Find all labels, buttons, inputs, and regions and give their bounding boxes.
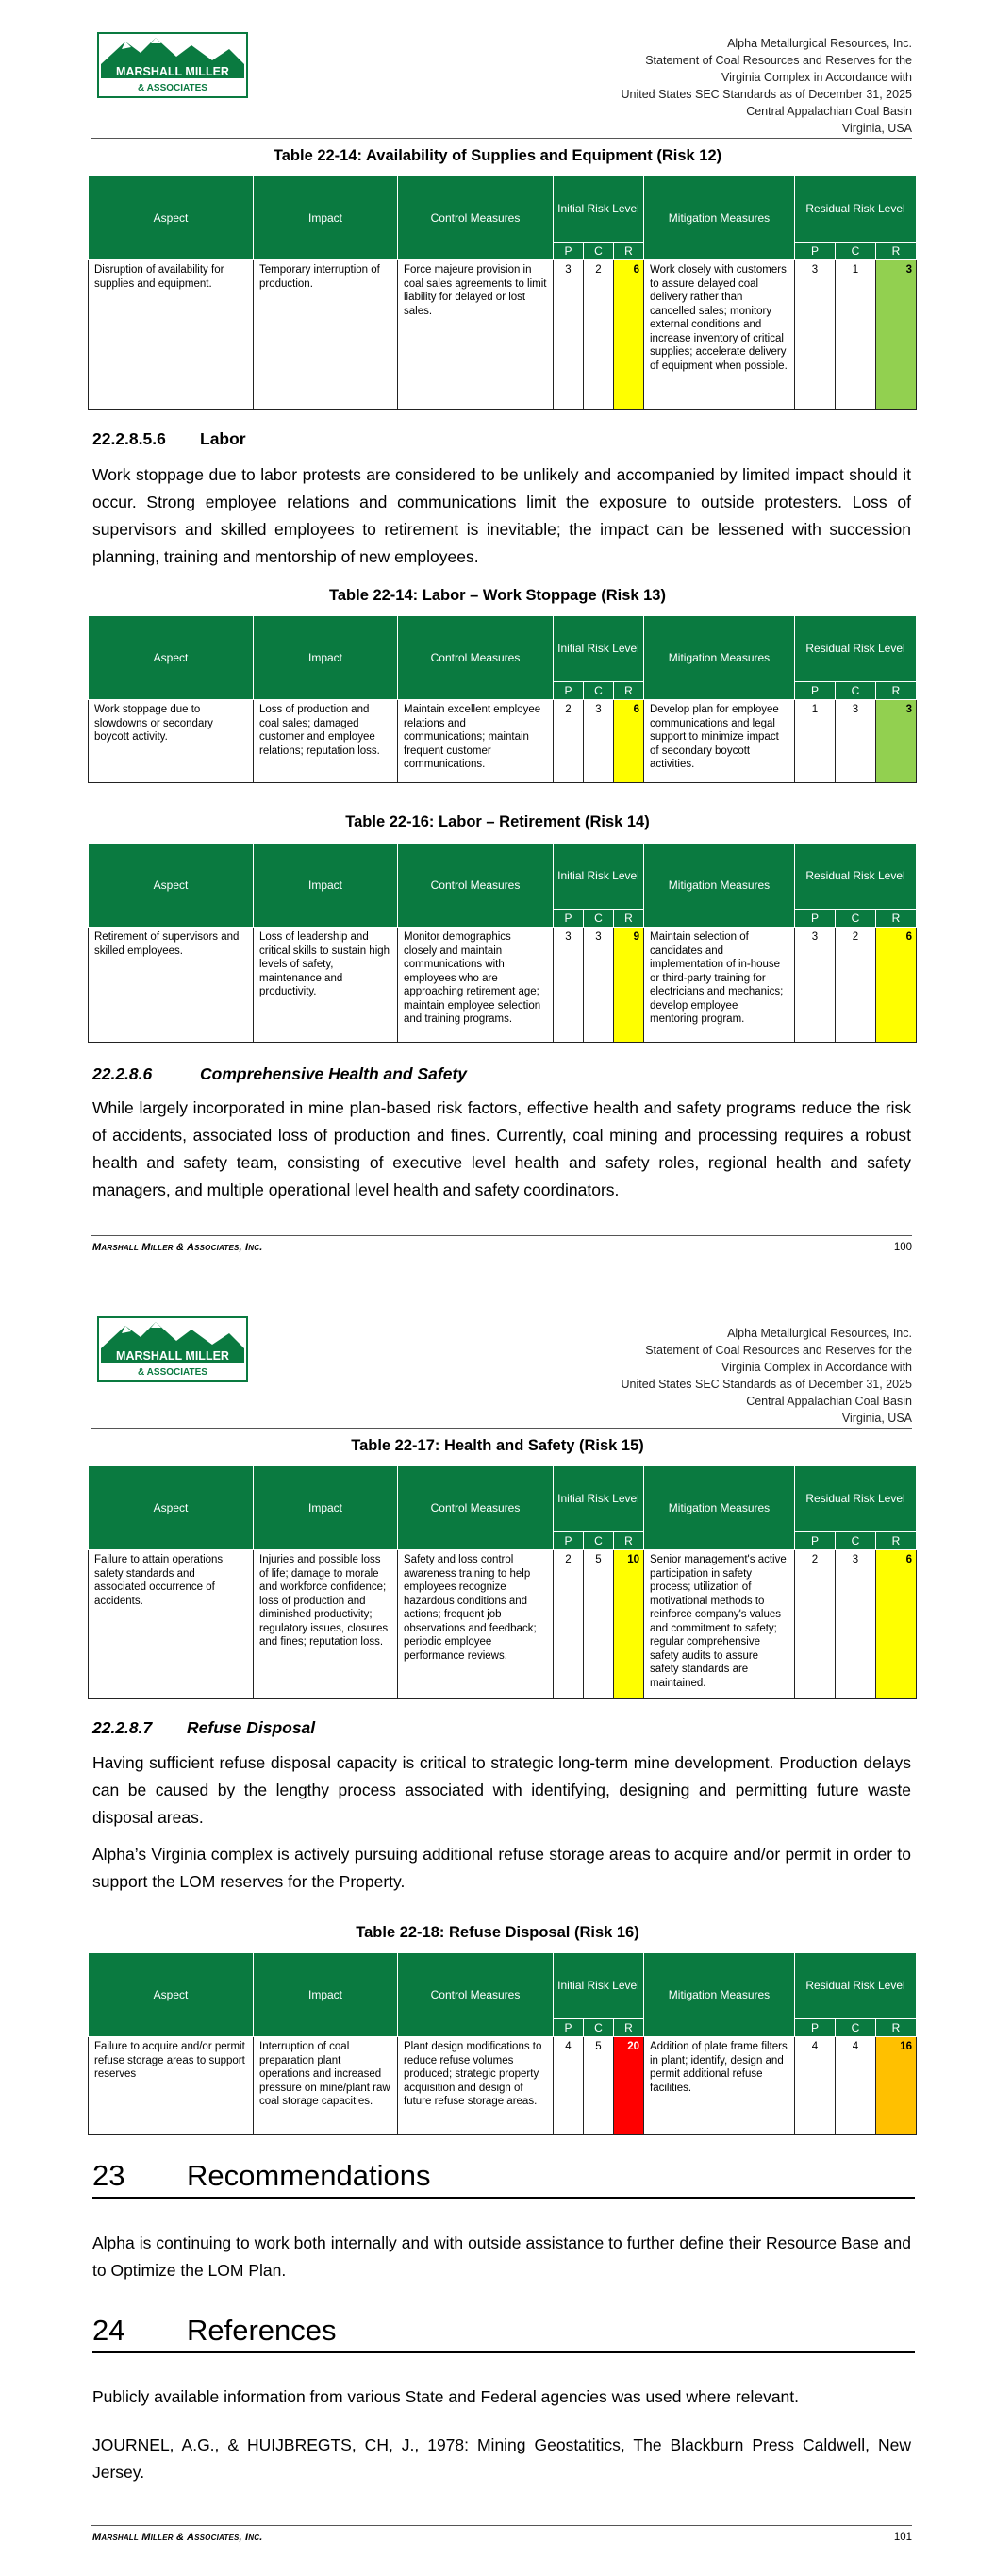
paragraph-refuse-1: Having sufficient refuse disposal capacity is critical to strategic long-term mine development. Production delays can be caused by the lengthy process associated with identifying, designing and permitting future waste disposal areas. [92, 1753, 911, 1827]
col-p: P [554, 910, 584, 928]
col-control: Control Measures [398, 176, 554, 260]
cell-impact: Loss of production and coal sales; damaged customer and employee relations; reputation loss. [254, 700, 398, 783]
table-caption: Table 22-16: Labor – Retirement (Risk 14) [345, 813, 650, 830]
cell-mitigation: Addition of plate frame filters in plant; identify, design and permit additional refuse facilities. [644, 2037, 795, 2135]
header-line-3: Virginia Complex in Accordance with [721, 1361, 912, 1374]
col-control: Control Measures [398, 616, 554, 700]
risk-table-13 [88, 615, 917, 783]
marshall-miller-logo [97, 32, 248, 98]
col-residual-risk: Residual Risk Level [795, 844, 917, 910]
heading-24-references [92, 2314, 915, 2353]
col-aspect: Aspect [89, 1953, 254, 2037]
col-impact: Impact [254, 176, 398, 260]
col-impact: Impact [254, 1953, 398, 2037]
col-r: R [876, 243, 917, 260]
cell-control: Safety and loss control awareness training to help employees recognize hazardous conditions and actions; frequent job observations and feedback; periodic employee performance reviews. [398, 1550, 554, 1699]
header-line-4: United States SEC Standards as of December 31, 2025 [621, 1378, 912, 1391]
cell-control: Monitor demographics closely and maintain communications with employees who are approaching retirement age; maintain employee selection and training programs. [398, 928, 554, 1043]
col-mitigation: Mitigation Measures [644, 1953, 795, 2037]
document-header [621, 35, 912, 137]
paragraph-references: Publicly available information from various State and Federal agencies was used where relevant. [92, 2387, 800, 2406]
cell-residual-r: 16 [876, 2037, 917, 2135]
header-company: Alpha Metallurgical Resources, Inc. [727, 37, 912, 50]
cell-aspect: Retirement of supervisors and skilled employees. [89, 928, 254, 1043]
section-heading-health-safety [92, 1064, 467, 1084]
col-mitigation: Mitigation Measures [644, 844, 795, 928]
table-caption: Table 22-14: Labor – Work Stoppage (Risk 13) [329, 587, 666, 604]
col-c: C [836, 1532, 876, 1550]
risk-table-15 [88, 1465, 917, 1699]
header-rule [91, 138, 912, 139]
col-aspect: Aspect [89, 1466, 254, 1550]
section-title: Labor [200, 429, 246, 448]
page-number: 100 [893, 1242, 912, 1253]
page-number: 101 [893, 2532, 912, 2543]
cell-initial-r: 6 [614, 700, 644, 783]
table-caption: Table 22-17: Health and Safety (Risk 15) [351, 1437, 644, 1454]
cell-initial-p: 3 [554, 260, 584, 410]
col-r: R [876, 682, 917, 700]
cell-mitigation: Maintain selection of candidates and implementation of in-house or third-party training for electricians and mechanics; develop employee mentoring program. [644, 928, 795, 1043]
cell-mitigation: Work closely with customers to assure delayed coal delivery rather than cancelled sales; monitory external conditions and increase inventory of critical supplies; accelerate delivery of equipment when possible. [644, 260, 795, 410]
cell-residual-p: 2 [795, 1550, 836, 1699]
col-residual-risk: Residual Risk Level [795, 616, 917, 682]
col-p: P [795, 243, 836, 260]
svg-text:MARSHALL MILLER: MARSHALL MILLER [116, 1349, 229, 1363]
col-r: R [614, 910, 644, 928]
cell-aspect: Failure to attain operations safety standards and associated occurrence of accidents. [89, 1550, 254, 1699]
header-line-2: Statement of Coal Resources and Reserves for the [645, 1344, 912, 1357]
col-r: R [614, 2019, 644, 2037]
section-number: 22.2.8.7 [92, 1718, 153, 1737]
col-aspect: Aspect [89, 844, 254, 928]
header-line-5: Central Appalachian Coal Basin [746, 105, 912, 118]
col-p: P [554, 2019, 584, 2037]
col-mitigation: Mitigation Measures [644, 1466, 795, 1550]
cell-initial-r: 20 [614, 2037, 644, 2135]
section-number: 22.2.8.6 [92, 1064, 153, 1083]
col-p: P [554, 243, 584, 260]
col-c: C [836, 243, 876, 260]
cell-residual-c: 3 [836, 1550, 876, 1699]
cell-impact: Injuries and possible loss of life; damage to morale and workforce confidence; loss of production and diminished productivity; regulatory issues, closures and fines; reputation loss. [254, 1550, 398, 1699]
cell-residual-p: 3 [795, 260, 836, 410]
paragraph-labor: Work stoppage due to labor protests are considered to be unlikely and accompanied by limited impact should it occur. Strong employee relations and communications limit the exposure to outside protesters. Loss of supervisors and skilled employees to retirement is inevitable; the impact can be lessened with succession planning, training and mentorship of new employees. [92, 465, 911, 566]
cell-residual-p: 1 [795, 700, 836, 783]
svg-text:MARSHALL MILLER: MARSHALL MILLER [116, 65, 229, 78]
table-caption: Table 22-18: Refuse Disposal (Risk 16) [356, 1924, 639, 1941]
col-initial-risk: Initial Risk Level [554, 1466, 644, 1532]
section-heading-refuse-disposal [92, 1718, 315, 1738]
section-title: Refuse Disposal [187, 1718, 316, 1737]
cell-residual-r: 3 [876, 260, 917, 410]
header-line-5: Central Appalachian Coal Basin [746, 1395, 912, 1408]
cell-residual-p: 4 [795, 2037, 836, 2135]
col-r: R [614, 1532, 644, 1550]
col-r: R [876, 2019, 917, 2037]
cell-impact: Interruption of coal preparation plant operations and increased pressure on mine/plant raw coal storage capacities. [254, 2037, 398, 2135]
section-title: Comprehensive Health and Safety [200, 1064, 467, 1083]
paragraph-health-safety: While largely incorporated in mine plan-based risk factors, effective health and safety programs reduce the risk of accidents, associated loss of production and fines. Currently, coal mining and processing requires a robust health and safety team, consisting of executive level health and safety roles, regional health and safety managers, and multiple operational level health and safety coordinators. [92, 1098, 911, 1199]
table-row [89, 2037, 917, 2135]
col-c: C [584, 910, 614, 928]
cell-initial-p: 2 [554, 700, 584, 783]
col-mitigation: Mitigation Measures [644, 616, 795, 700]
footer-rule [91, 1235, 912, 1236]
cell-control: Plant design modifications to reduce refuse volumes produced; strategic property acquisition and design of future refuse storage areas. [398, 2037, 554, 2135]
col-initial-risk: Initial Risk Level [554, 616, 644, 682]
cell-residual-c: 3 [836, 700, 876, 783]
header-line-2: Statement of Coal Resources and Reserves for the [645, 54, 912, 67]
cell-initial-p: 3 [554, 928, 584, 1043]
col-initial-risk: Initial Risk Level [554, 844, 644, 910]
section-heading-labor [92, 429, 246, 449]
cell-initial-p: 4 [554, 2037, 584, 2135]
col-r: R [876, 1532, 917, 1550]
heading-number: 23 [92, 2159, 125, 2192]
cell-impact: Temporary interruption of production. [254, 260, 398, 410]
cell-control: Maintain excellent employee relations and communications; maintain frequent customer communications. [398, 700, 554, 783]
header-line-4: United States SEC Standards as of December 31, 2025 [621, 88, 912, 101]
reference-entry: JOURNEL, A.G., & HUIJBREGTS, CH, J., 1978: Mining Geostatitics, The Blackburn Press Caldwell, New Jersey. [92, 2435, 911, 2482]
cell-residual-r: 6 [876, 1550, 917, 1699]
cell-aspect: Disruption of availability for supplies and equipment. [89, 260, 254, 410]
cell-residual-c: 1 [836, 260, 876, 410]
page-101 [0, 1302, 995, 2576]
col-c: C [584, 1532, 614, 1550]
footer-company: Marshall Miller & Associates, Inc. [92, 2532, 263, 2543]
heading-title: Recommendations [187, 2159, 431, 2192]
col-aspect: Aspect [89, 616, 254, 700]
marshall-miller-logo [97, 1316, 248, 1382]
page-gap [0, 1293, 995, 1302]
col-mitigation: Mitigation Measures [644, 176, 795, 260]
col-residual-risk: Residual Risk Level [795, 176, 917, 243]
col-p: P [795, 1532, 836, 1550]
col-p: P [554, 1532, 584, 1550]
heading-number: 24 [92, 2314, 125, 2347]
cell-initial-r: 10 [614, 1550, 644, 1699]
header-rule [91, 1428, 912, 1429]
cell-aspect: Work stoppage due to slowdowns or secondary boycott activity. [89, 700, 254, 783]
col-c: C [584, 682, 614, 700]
cell-residual-c: 4 [836, 2037, 876, 2135]
col-p: P [554, 682, 584, 700]
table-row [89, 260, 917, 410]
col-c: C [836, 2019, 876, 2037]
col-p: P [795, 2019, 836, 2037]
cell-initial-p: 2 [554, 1550, 584, 1699]
col-c: C [836, 682, 876, 700]
cell-initial-c: 5 [584, 1550, 614, 1699]
col-control: Control Measures [398, 1953, 554, 2037]
col-r: R [614, 243, 644, 260]
cell-aspect: Failure to acquire and/or permit refuse storage areas to support reserves [89, 2037, 254, 2135]
col-residual-risk: Residual Risk Level [795, 1953, 917, 2019]
cell-initial-c: 2 [584, 260, 614, 410]
col-p: P [795, 682, 836, 700]
col-initial-risk: Initial Risk Level [554, 176, 644, 243]
cell-initial-r: 6 [614, 260, 644, 410]
risk-table-12 [88, 176, 917, 410]
col-initial-risk: Initial Risk Level [554, 1953, 644, 2019]
cell-initial-c: 3 [584, 700, 614, 783]
document-header [621, 1325, 912, 1427]
cell-control: Force majeure provision in coal sales agreements to limit liability for delayed or lost sales. [398, 260, 554, 410]
risk-table-16 [88, 1952, 917, 2135]
cell-initial-r: 9 [614, 928, 644, 1043]
footer-company: Marshall Miller & Associates, Inc. [92, 1242, 263, 1253]
table-caption: Table 22-14: Availability of Supplies and Equipment (Risk 12) [273, 147, 722, 164]
paragraph-refuse-2: Alpha’s Virginia complex is actively pursuing additional refuse storage areas to acquire and/or permit in order to support the LOM reserves for the Property. [92, 1845, 911, 1891]
header-line-3: Virginia Complex in Accordance with [721, 71, 912, 84]
heading-title: References [187, 2314, 337, 2347]
col-aspect: Aspect [89, 176, 254, 260]
col-r: R [614, 682, 644, 700]
col-c: C [584, 243, 614, 260]
col-impact: Impact [254, 616, 398, 700]
paragraph-recommendations: Alpha is continuing to work both internally and with outside assistance to further define their Resource Base and to Optimize the LOM Plan. [92, 2233, 911, 2280]
cell-mitigation: Develop plan for employee communications and legal support to minimize impact of secondary boycott activities. [644, 700, 795, 783]
col-c: C [584, 2019, 614, 2037]
heading-23-recommendations [92, 2159, 915, 2199]
footer-rule [91, 2525, 912, 2526]
header-line-6: Virginia, USA [841, 1412, 912, 1425]
col-c: C [836, 910, 876, 928]
cell-residual-c: 2 [836, 928, 876, 1043]
svg-text:& ASSOCIATES: & ASSOCIATES [138, 83, 207, 93]
col-r: R [876, 910, 917, 928]
col-impact: Impact [254, 844, 398, 928]
col-residual-risk: Residual Risk Level [795, 1466, 917, 1532]
cell-residual-r: 3 [876, 700, 917, 783]
cell-impact: Loss of leadership and critical skills to sustain high levels of safety, maintenance and productivity. [254, 928, 398, 1043]
header-company: Alpha Metallurgical Resources, Inc. [727, 1327, 912, 1340]
risk-table-14 [88, 843, 917, 1043]
table-row [89, 700, 917, 783]
col-p: P [795, 910, 836, 928]
svg-text:& ASSOCIATES: & ASSOCIATES [138, 1367, 207, 1378]
cell-residual-p: 3 [795, 928, 836, 1043]
col-control: Control Measures [398, 844, 554, 928]
cell-mitigation: Senior management's active participation in safety process; utilization of motivational methods to reinforce company's values and commitment to safety; regular comprehensive safety audits to assure safety standards are maintained. [644, 1550, 795, 1699]
section-number: 22.2.8.5.6 [92, 429, 166, 448]
col-impact: Impact [254, 1466, 398, 1550]
table-row [89, 928, 917, 1043]
col-control: Control Measures [398, 1466, 554, 1550]
cell-initial-c: 5 [584, 2037, 614, 2135]
cell-initial-c: 3 [584, 928, 614, 1043]
cell-residual-r: 6 [876, 928, 917, 1043]
table-row [89, 1550, 917, 1699]
header-line-6: Virginia, USA [841, 122, 912, 135]
